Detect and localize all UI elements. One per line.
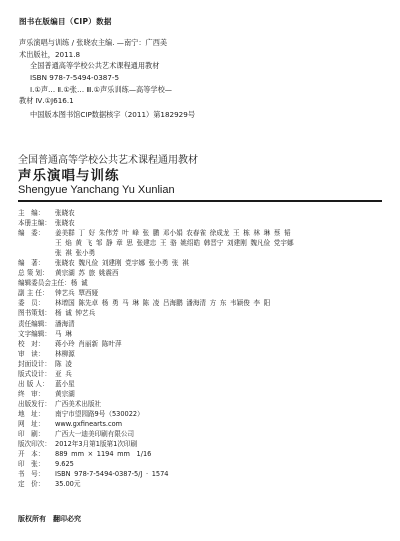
credit-value: 35.00元 [55, 480, 81, 489]
credit-value: 黄宗湖 苏 旅 姚震西 [55, 269, 119, 278]
credit-value: 张晓农 [55, 219, 75, 228]
credit-label: 定 价： [18, 480, 45, 489]
credit-value: 林柳源 [55, 349, 75, 358]
cip-line: 教材 Ⅳ.①J616.1 [19, 96, 74, 105]
series-title: 全国普通高等学校公共艺术课程通用教材 [18, 155, 198, 166]
credit-label: 编 著： [18, 259, 45, 268]
credit-label: 版式设计： [18, 369, 51, 378]
credit-row [18, 399, 294, 409]
credit-label: 图书策划： [18, 309, 51, 318]
book-title: 声乐演唱与训练 [18, 168, 120, 184]
credit-label: 网 址： [18, 419, 45, 428]
credit-row [18, 349, 294, 359]
credit-value: www.gxfinearts.com [55, 419, 123, 428]
credit-row [18, 228, 294, 238]
credit-label [18, 248, 55, 258]
credit-row [18, 298, 294, 308]
credit-label: 校 对： [18, 339, 45, 348]
credit-label: 责任编辑： [18, 319, 51, 328]
credit-value: 钟艺兵 覃西娅 [55, 289, 99, 298]
credit-row [18, 208, 294, 218]
credits-list [18, 208, 294, 489]
credit-value: 广西大一迪美印刷有限公司 [55, 430, 135, 439]
credit-value: 9.625 [55, 460, 74, 469]
credit-value: 蒋小玲 肖丽新 陈叶萍 [55, 339, 122, 348]
credit-value: ISBN 978-7-5494-0387-5/J · 1574 [55, 470, 169, 479]
credit-label: 印 张： [18, 460, 45, 469]
credit-label: 文字编辑： [18, 329, 51, 338]
credit-row [18, 248, 294, 258]
credit-value: 马 琳 [55, 329, 72, 338]
credit-row [18, 439, 294, 449]
credit-row [18, 359, 294, 369]
credit-value: 潘海清 [55, 319, 75, 328]
credit-value: 张 祺 张小勇 [55, 249, 96, 258]
credit-label: 终 审： [18, 389, 45, 398]
credit-label: 出版发行： [18, 399, 51, 408]
credit-row [18, 288, 294, 298]
credit-value: 王 焰 黄 飞 邹 静 章 思 张建忠 王 骆 姚绍皓 韩晋宁 刘建刚 魏凡俭 党宇娜 [55, 239, 294, 248]
credit-row [18, 369, 294, 379]
credit-value: 黄宗湖 [55, 389, 75, 398]
credit-label: 主 编： [18, 209, 45, 217]
credit-row [18, 429, 294, 439]
credit-value: 广西美术出版社 [55, 399, 102, 408]
credit-value: 蓝小星 [55, 379, 75, 388]
credit-label: 总 策 划： [18, 269, 49, 278]
credit-label: 出 版 人： [18, 379, 49, 388]
credit-row [18, 339, 294, 349]
credit-row [18, 238, 294, 248]
book-title-pinyin: Shengyue Yanchang Yu Xunlian [18, 184, 175, 196]
credit-label: 开 本： [18, 450, 45, 459]
copyright-notice: 版权所有 翻印必究 [18, 515, 81, 523]
credit-row [18, 409, 294, 419]
credit-value: 亚 兵 [55, 369, 72, 378]
credit-value: 杨 诚 钟艺兵 [55, 309, 96, 318]
credit-label: 印 刷： [18, 430, 45, 439]
credit-label: 地 址： [18, 409, 45, 418]
credit-label: 版次印次： [18, 440, 51, 449]
credit-label: 编辑委员会主任： [18, 279, 71, 288]
divider-rule [18, 200, 382, 202]
cip-line: 中国版本图书馆CIP数据核字（2011）第182929号 [30, 110, 196, 119]
credit-value: 杨 诚 [70, 279, 88, 288]
credit-row [18, 329, 294, 339]
credit-value: 张晓农 魏凡俭 刘建刚 党宇娜 张小勇 张 祺 [55, 259, 189, 268]
credit-row [18, 258, 294, 268]
credit-label: 审 读： [18, 349, 45, 358]
credit-label: 委 员： [18, 299, 45, 308]
credit-value: 2012年3月第1版第1次印刷 [55, 440, 138, 449]
credit-label: 本册主编： [18, 219, 51, 228]
cip-line: Ⅰ.①声… Ⅱ.①张… Ⅲ.①声乐训练—高等学校— [30, 85, 172, 94]
credit-row [18, 449, 294, 459]
credit-row [18, 379, 294, 389]
credit-value: 林增国 陈先卓 杨 勇 马 琳 陈 凌 吕海鹏 潘海清 方 东 韦颖俊 李 阳 [55, 299, 271, 308]
credit-value: 张晓农 [55, 209, 75, 217]
cip-line: 全国普通高等学校公共艺术课程通用教材 [30, 61, 160, 70]
credit-row [18, 479, 294, 489]
credit-row [18, 278, 294, 288]
credit-row [18, 218, 294, 228]
credit-row [18, 268, 294, 278]
credit-label: 封面设计： [18, 359, 51, 368]
credit-label: 副 主 任： [18, 289, 49, 298]
credit-label: 编 委： [18, 229, 45, 238]
credit-row [18, 319, 294, 329]
credit-value: 陈 凌 [55, 359, 72, 368]
credit-row [18, 469, 294, 479]
credit-row [18, 419, 294, 429]
cip-line: ISBN 978-7-5494-0387-5 [30, 73, 120, 82]
credit-row [18, 389, 294, 399]
cip-line: 术出版社，2011.8 [19, 50, 81, 59]
credit-label [18, 238, 55, 248]
credit-value: 南宁市望园路9号（530022） [55, 409, 144, 418]
credit-value: 889 mm × 1194 mm 1/16 [55, 450, 152, 459]
cip-heading: 图书在版编目（CIP）数据 [19, 17, 112, 26]
credit-label: 书 号： [18, 470, 45, 479]
credit-row [18, 459, 294, 469]
cip-line: 声乐演唱与训练 / 张晓农主编. —南宁：广西美 [19, 38, 168, 47]
credit-value: 姜美群 丁 好 朱伟芳 叶 峰 张 鹏 邓小娟 农春雀 徐成龙 王 栋 林 琳 蔡 韬 [55, 229, 291, 238]
credit-row [18, 308, 294, 318]
